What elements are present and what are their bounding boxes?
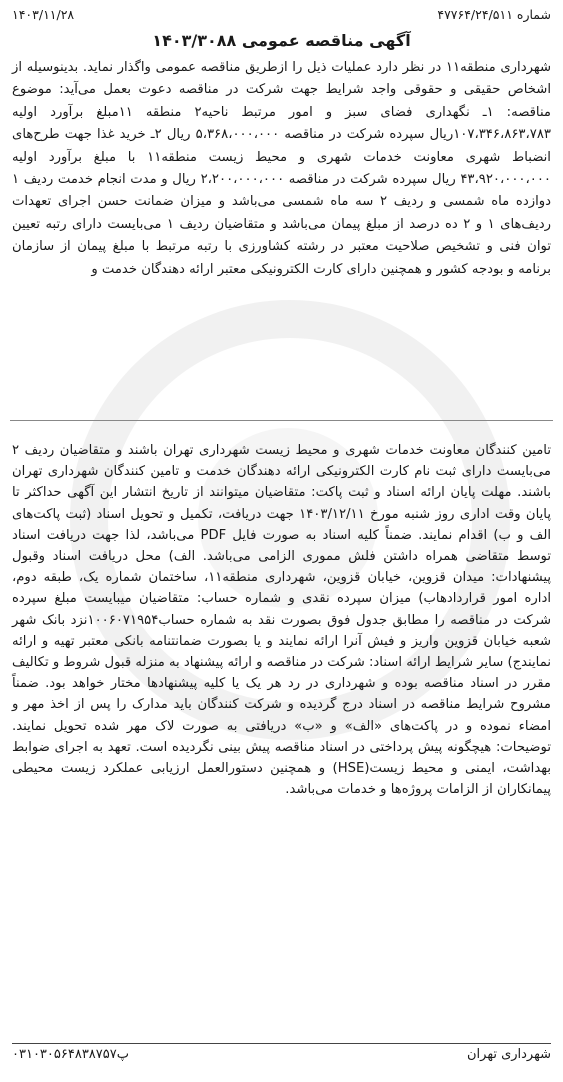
issuer-signature: شهرداری تهران bbox=[467, 1047, 551, 1062]
notice-title: آگهی مناقصه عمومی ۱۴۰۳/۳۰۸۸ bbox=[152, 31, 411, 50]
notice-number: شماره ۴۷۷۶۴/۲۴/۵۱۱ bbox=[437, 7, 551, 22]
notice-header bbox=[12, 6, 551, 24]
notice-body-part1: شهرداری منطقه۱۱ در نظر دارد عملیات ذیل را ازطریق مناقصه عمومی واگذار نماید. بدینوسیله از اشخاص حقیقی و حقوقی واجد شرایط جهت شرکت در مناقصه دعوت بعمل می‌آید: موضوع مناقصه: ۱ـ نگهداری فضای سبز و امور مرتبط ناحیه۲ منطقه ۱۱مبلغ برآورد اولیه ۱۰۷،۳۴۶،۸۶۳،۷۸۳ریال سپرده شرکت در مناقصه ۵،۳۶۸،۰۰۰،۰۰۰ ریال ۲ـ خرید غذا جهت طرح‌های انضباط شهری معاونت خدمات شهری و محیط زیست منطقه۱۱ با مبلغ برآورد اولیه ۴۳،۹۲۰،۰۰۰،۰۰۰ ریال سپرده شرکت در مناقصه ۲،۲۰۰،۰۰۰،۰۰۰ ریال و مدت انجام خدمت ردیف ۱ دوازده ماه شمسی و ردیف ۲ سه ماه شمسی می‌باشد و میزان ضمانت حسن اجرای تعهدات ردیف‌های ۱ و ۲ ده درصد از مبلغ پیمان می‌باشد و متقاضیان ردیف ۱ می‌بایست دارای رتبه تعیین توان فنی و تشخیص صلاحیت معتبر در رشته کشاورزی با رتبه مرتبط با مبلغ پیمان از سازمان برنامه و بودجه کشور و همچنین دارای کارت الکترونیکی معتبر ارائه دهندگان خدمت و bbox=[12, 60, 551, 277]
notice-date: ۱۴۰۳/۱۱/۲۸ bbox=[12, 7, 75, 22]
notice-body-part2: تامین کنندگان معاونت خدمات شهری و محیط زیست شهرداری تهران باشند و متقاضیان ردیف ۲ می‌بایست دارای ثبت نام کارت الکترونیکی ارائه دهندگان خدمت و تامین کنندگان شهرداری تهران باشند. مهلت پایان ارائه اسناد و ثبت پاکت: متقاضیان میتوانند از تاریخ انتشار این آگهی حداکثر تا پایان وقت اداری روز شنبه مورخ ۱۴۰۳/۱۲/۱۱ جهت دریافت، تکمیل و تحویل اسناد (ثبت پاکت‌های الف و ب) اقدام نمایند. ضمناً کلیه اسناد به صورت فایل PDF می‌باشد، لذا جهت دریافت اسناد توسط متقاضی همراه داشتن فلش مموری الزامی می‌باشد. الف) محل دریافت اسناد وقبول پیشنهادات: میدان قزوین، خیابان قزوین، شهرداری منطقه۱۱، ساختمان شماره یک، طبقه دوم، اداره امور قراردادهاب) میزان سپرده نقدی و شماره حساب: متقاضیان میبایست مبلغ سپرده شرکت در مناقصه را مطابق جدول فوق بصورت نقد به شماره حساب۱۰۰۶۰۷۱۹۵۴نزد بانک شهر شعبه خیابان قزوین واریز و فیش آنرا ارائه نمایند و یا بصورت ضمانتنامه بانکی معتبر تهیه و ارائه نمایندج) سایر شرایط ارائه اسناد: شرکت در مناقصه و ارائه پیشنهاد به منزله قبول شروط و تکالیف مقرر در اسناد مناقصه بوده و شهرداری در رد هر یک یا کلیه پیشنهادها مختار خواهد بود. ضمناً مشروح شرایط مناقصه در اسناد درج گردیده و شرکت کنندگان باید مدارک را پس از اخذ مهر و امضاء نموده و در پاکت‌های «الف» و «ب» دریافتی به صورت لاک مهر شده تحویل نمایند. توضیحات: هیچگونه پیش پرداختی در اسناد مناقصه پیش بینی نگردیده است. تعهد به اجرای ضوابط بهداشت، ایمنی و محیط زیست(HSE) و همچنین دستورالعمل ارزیابی عملکرد زیست محیطی پیمانکاران از الزامات پروژه‌ها و خدمات می‌باشد. bbox=[12, 443, 552, 798]
publication-code: پ۰۳۱۰۳۰۵۶۴۸۳۸۷۵۷ bbox=[12, 1047, 129, 1062]
section-divider bbox=[10, 420, 553, 421]
notice-footer bbox=[12, 1043, 551, 1066]
